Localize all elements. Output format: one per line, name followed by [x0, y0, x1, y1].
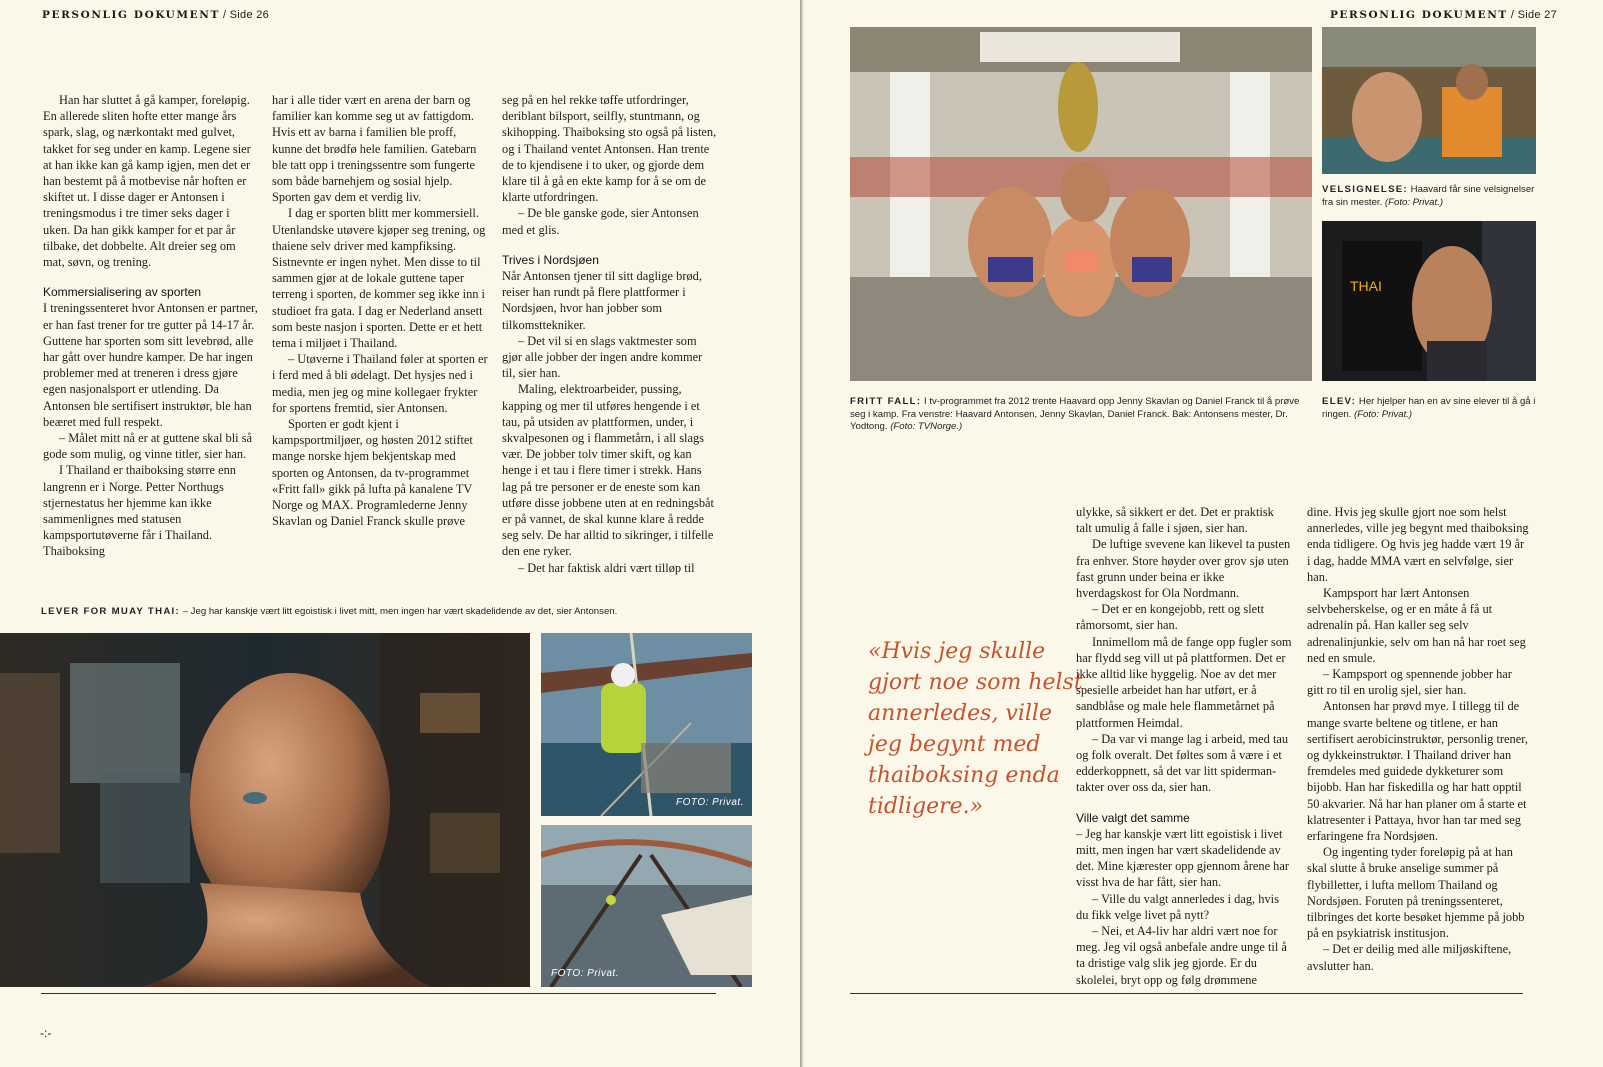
caption-source: (Foto: Privat.) [1384, 196, 1444, 208]
paragraph: – Det har faktisk aldri vært tilløp til [518, 560, 695, 575]
paragraph: – Ville du valgt annerledes i dag, hvis du fikk velge livet på nytt? [1076, 891, 1279, 922]
paragraph: Maling, elektroarbeider, pussing, kapping og mer til utføres hengende i et tau, på utsiden av plattformen, under, i skvalpesonen og i flammetårn, i all slags vær. De jobber tolv timer skift, og kan henge i et tau i flere timer i strekk. Hans lag på tre personer er de eneste som kan utføre disse jobbene uten at en redningsbåt er på vannet, de skal kunne klare å redde seg selv. De har alltid to sikringer, i tilfelle den ene ryker. [502, 382, 714, 559]
paragraph: har i alle tider vært en arena der barn og familier kan komme seg ut av fattigdom. Hvis ett av barna i familien ble proff, kunne det brødfø hele familien. Gatebarn ble tatt opp i treningssentre som fungerte som både barnehjem og sosial hjelp. Sporten gav dem et verdig liv. [272, 93, 477, 205]
running-title: PERSONLIG DOKUMENT [1329, 9, 1508, 21]
paragraph: Når Antonsen tjener til sitt daglige brød, reiser han rundt på flere plattformer i Nordsjøen, hvor han jobber som tilkomsttekniker. [502, 269, 702, 332]
paragraph: seg på en hel rekke tøffe utfordringer, deriblant bilsport, seilfly, stuntmann, og skihopping. Thaiboksing sto også på listen, og i Thailand ventet Antonsen. Han trente de to kjendisene i to uker, og gjorde dem klare til å gå en ekte kamp for å se om de klarte utfordringen. [502, 93, 717, 205]
photo-credit: FOTO: Privat. [676, 797, 744, 808]
photo-caption-muay-thai [41, 606, 781, 619]
paragraph: – De ble ganske gode, sier Antonsen med et glis. [502, 206, 699, 237]
left-column-1 [43, 92, 258, 560]
folio: -:- [40, 1026, 52, 1040]
paragraph: – Det er en kongejobb, rett og slett råmorsomt, sier han. [1076, 602, 1265, 633]
paragraph: – Utøverne i Thailand føler at sporten er i ferd med å bli ødelagt. Det hysjes ned i media, men jeg og mine kollegaer frykter for sportens fremtid, sier Antonsen. [272, 352, 488, 415]
platform-photo-2-image [541, 825, 752, 987]
subheading: Ville valgt det samme [1076, 810, 1190, 825]
running-title: PERSONLIG DOKUMENT [42, 9, 220, 21]
paragraph: I Thailand er thaiboksing større enn langrenn er i Norge. Petter Northugs stjernestatus her hjemme kan ikke sammenlignes med statusen kampsportutøverne får i Thailand. Thaiboksing [43, 463, 236, 559]
paragraph: De luftige svevene kan likevel ta pusten fra enhver. Store høyder over grov sjø uten fast grunn under beina er ikke hverdagskost for Ola Nordmann. [1076, 537, 1291, 601]
right-page [804, 0, 1603, 1067]
paragraph: ulykke, så sikkert er det. Det er praktisk talt umulig å falle i sjøen, sier han. [1076, 505, 1274, 536]
left-running-header [42, 9, 269, 21]
pull-quote: «Hvis jeg skulle gjort noe som helst annerledes, ville jeg begynt med thaiboksing enda tidligere.» [868, 639, 1083, 819]
subheading: Trives i Nordsjøen [502, 252, 599, 267]
group-photo-image [850, 27, 1312, 381]
page-number: / Side 27 [1510, 9, 1557, 21]
paragraph: – Kampsport og spennende jobber har gitt ro til en urolig sjel, sier han. [1307, 667, 1512, 698]
left-column-2 [272, 92, 488, 529]
portrait-photo-image [0, 633, 530, 987]
svg-text:THAI: THAI [1350, 278, 1382, 294]
paragraph: I treningssenteret hvor Antonsen er partner, er han fast trener for tre gutter på 14-17 år. Guttene har sporten som sitt levebrød, alle har gått over hundre kamper. De har ingen problemer med at treneren i dress gjøre egen nasjonalsport er utlending. Da Antonsen ble sertifisert instruktør, ble han beæret med full respekt. [43, 301, 258, 429]
right-column-2 [1307, 504, 1529, 974]
bottom-rule [850, 993, 1523, 994]
blessing-photo [1322, 27, 1536, 174]
paragraph: dine. Hvis jeg skulle gjort noe som helst annerledes, ville jeg begynt med thaiboksing enda tidligere. Og hvis jeg hadde vært 19 år i dag, hadde MMA vært en selvfølge, sier han. [1307, 505, 1529, 584]
caption-text: Haavard får sine velsignelser fra sin mester. [1322, 184, 1535, 208]
left-page [0, 0, 800, 1067]
bottom-rule [41, 993, 716, 994]
caption-label: VELSIGNELSE: [1322, 184, 1408, 195]
caption-label: ELEV: [1322, 396, 1357, 407]
platform-photo-2 [541, 825, 752, 987]
caption-text: I tv-programmet fra 2012 trente Haavard opp Jenny Skavlan og Daniel Franck til å prøve seg i kamp. Fra venstre: Haavard Antonsen, Jenny Skavlan, Daniel Franck. Bak: Antonsens mester, Dr. Yodtong. [850, 396, 1300, 432]
paragraph: – Nei, et A4-liv har aldri vært noe for meg. Jeg vil også anbefale andre unge til å ta dristige valg slik jeg gjorde. Er du skolelei, bryt opp og følg drømmene [1076, 924, 1287, 987]
right-column-1 [1076, 504, 1292, 988]
paragraph: – Det er deilig med alle miljøskiftene, avslutter han. [1307, 942, 1512, 973]
portrait-photo [0, 633, 530, 987]
paragraph: Sporten er godt kjent i kampsportmiljøer, og høsten 2012 stiftet mange norske hjem bekjentskap med sporten og Antonsen, da tv-programmet «Fritt fall» gikk på lufta på kanalene TV Norge og MAX. Programlederne Jenny Skavlan og Daniel Franck skulle prøve [272, 417, 473, 529]
photo-credit: FOTO: Privat. [551, 968, 619, 979]
caption-source: (Foto: Privat.) [1354, 408, 1413, 420]
paragraph: – Da var vi mange lag i arbeid, med tau og folk overalt. Det føltes som å være i et edderkoppnett, så det var litt spiderman-takter over oss da, sier han. [1076, 731, 1289, 795]
paragraph: Innimellom må de fange opp fugler som har flydd seg vill ut på plattformen. Det er ikke alltid like hyggelig. Noe av det mer spesielle arbeidet han har utført, er å sandblåse og male hele flammetårnet på plattformen Heimdal. [1076, 634, 1292, 730]
student-photo [1322, 221, 1536, 381]
caption-text: – Jeg har kanskje vært litt egoistisk i livet mitt, men ingen har vært skadelidende av det, sier Antonsen. [180, 606, 618, 617]
paragraph: Kampsport har lært Antonsen selvbeherskelse, og er en måte å få ut adrenalin på. Han kaller seg selv adrenalinjunkie, selv om han nå har roet seg ned en smule. [1307, 586, 1526, 665]
left-column-3 [502, 92, 718, 576]
caption-student [1322, 396, 1537, 421]
caption-label: LEVER FOR MUAY THAI: [41, 606, 181, 617]
caption-fritt-fall [850, 396, 1305, 434]
platform-photo-1-image [541, 633, 752, 816]
right-running-header [1330, 9, 1557, 21]
paragraph: Antonsen har prøvd mye. I tillegg til de mange svarte beltene og titlene, er han sertifisert aerobicinstruktør, personlig trener, og dykkeinstruktør. I Thailand driver han fremdeles med guidede dykketurer som bijobb. Han har fiskedilla og har hatt opptil 50 akvarier. Nå har han planer om å starte et klatresenter i Pattaya, hvor han tar med seg erfaringene fra Nordsjøen. [1307, 699, 1528, 844]
student-photo-image [1322, 221, 1536, 381]
page-number: / Side 26 [222, 9, 270, 21]
caption-blessing [1322, 184, 1537, 209]
group-photo-fritt-fall [850, 27, 1312, 381]
blessing-photo-image [1322, 27, 1536, 174]
paragraph: – Jeg har kanskje vært litt egoistisk i livet mitt, men ingen har vært skadelidende av det. Mine kjærester opp gjennom årene har visst hva de har fått, sier han. [1076, 826, 1289, 890]
caption-label: FRITT FALL: [850, 396, 922, 407]
caption-source: (Foto: TVNorge.) [890, 421, 963, 432]
paragraph: – Målet mitt nå er at guttene skal bli så gode som mulig, og vinne titler, sier han. [43, 431, 253, 462]
paragraph: Han har sluttet å gå kamper, foreløpig. En allerede sliten hofte etter mange års spark, slag, og nærkontakt med gulvet, takket for seg under en kamp. Legene sier at han ikke kan gå kamp igjen, men det er han bestemt på å motbevise når hoften er skiftet ut. I disse dager er Antonsen i treningsmodus i tre timer seks dager i uken. Da han gikk kamper for et par år tilbake, det dobbelte. Alt dreier seg om mat, søvn, og trening. [43, 93, 251, 270]
paragraph: Og ingenting tyder foreløpig på at han skal slutte å bruke anselige summer på flybilletter, i lufta mellom Thailand og Nordsjøen. Foruten på treningssenteret, tilbringes det korte besøket hjemme på jobb på en psykiatrisk institusjon. [1307, 845, 1525, 941]
platform-photo-1 [541, 633, 752, 816]
paragraph: – Det vil si en slags vaktmester som gjør alle jobber der ingen andre kommer til, sier han. [502, 333, 703, 381]
caption-text: Her hjelper han en av sine elever til å gå i ringen. [1322, 396, 1536, 420]
paragraph: I dag er sporten blitt mer kommersiell. Utenlandske utøvere kjøper seg trening, og thaiene selv driver med kampfiksing. Sistnevnte er ingen nyhet. Men disse to til sammen gjør at de lokale guttene taper terreng i sporten, de kommer seg ikke inn i studioet fra gata. I dag er Nederland ansett som beste nasjon i sporten. Dette er et hett tema i miljøet i Thailand. [272, 206, 486, 351]
subheading: Kommersialisering av sporten [43, 285, 202, 300]
